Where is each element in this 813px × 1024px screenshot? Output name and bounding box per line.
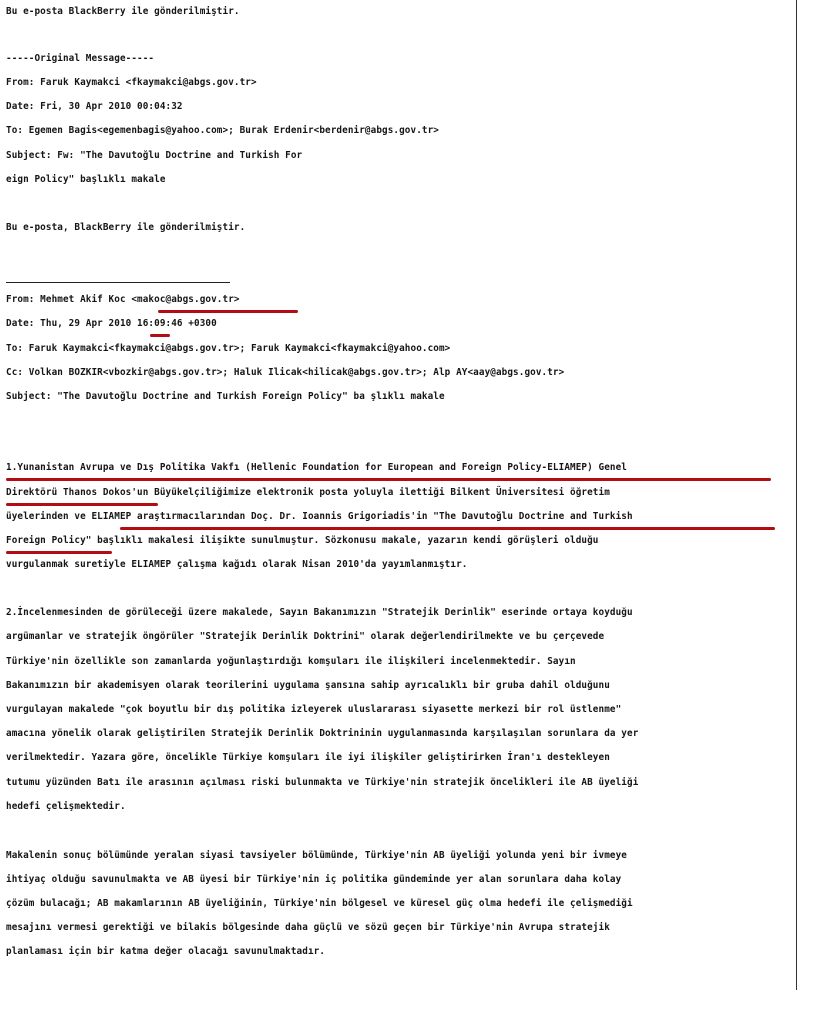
msg1-date: Date: Fri, 30 Apr 2010 00:04:32: [6, 101, 183, 112]
para2-line: verilmektedir. Yazara göre, öncelikle Türkiye komşuları ile iyi ilişkiler geliştirirken İran'ı destekleyen: [6, 752, 610, 763]
underline-para1-line1: [6, 478, 771, 481]
para2-line: Bakanımızın bir akademisyen olarak teorilerini uygulama şansına sahip ayrıcalıklı bir gruba dahil olduğunu: [6, 680, 610, 691]
underline-date-time: [150, 334, 170, 337]
para3-line: planlaması için bir katma değer olacağı savunulmaktadır.: [6, 946, 326, 957]
msg1-to: To: Egemen Bagis<egemenbagis@yahoo.com>; Burak Erdenir<berdenir@abgs.gov.tr>: [6, 125, 439, 136]
underline-para1-line4: [6, 551, 112, 554]
para3-line: çözüm bulacağı; AB makamlarının AB üyeliğinin, Türkiye'nin bölgesel ve küresel güç olma hedefi ile çelişmediği: [6, 898, 633, 909]
para2-line: hedefi çelişmektedir.: [6, 801, 126, 812]
msg1-subject-line1: Subject: Fw: "The Davutoğlu Doctrine and Turkish For: [6, 150, 303, 161]
original-message-separator: -----Original Message-----: [6, 53, 155, 64]
msg2-to: To: Faruk Kaymakci<fkaymakci@abgs.gov.tr>; Faruk Kaymakci<fkaymakci@yahoo.com>: [6, 343, 451, 354]
msg1-subject-line2: eign Policy" başlıklı makale: [6, 174, 166, 185]
para2-line: 2.İncelenmesinden de görüleceği üzere makalede, Sayın Bakanımızın "Stratejik Derinlik" eserinde ortaya koyduğu: [6, 607, 633, 618]
para1-line: 1.Yunanistan Avrupa ve Dış Politika Vakfı (Hellenic Foundation for European and Foreign Policy-ELIAMEP) Genel: [6, 462, 627, 473]
underline-para1-line3: [120, 527, 775, 530]
para3-line: mesajını vermesi gerektiği ve bilakis bölgesinde daha güçlü ve sözü geçen bir Türkiye'nin Avrupa stratejik: [6, 922, 610, 933]
msg2-from: From: Mehmet Akif Koc <makoc@abgs.gov.tr>: [6, 294, 240, 305]
underline-para1-line2: [6, 503, 158, 506]
msg2-cc: Cc: Volkan BOZKIR<vbozkir@abgs.gov.tr>; Haluk Ilicak<hilicak@abgs.gov.tr>; Alp AY<aay@abgs.gov.tr>: [6, 367, 565, 378]
para1-line: üyelerinden ve ELIAMEP araştırmacılarından Doç. Dr. Ioannis Grigoriadis'in "The Davutoğlu Doctrine and Turkish: [6, 511, 633, 522]
para1-line: Direktörü Thanos Dokos'un Büyükelçiliğimize elektronik posta yoluyla ilettiği Bilkent Üniversitesi öğretim: [6, 487, 610, 498]
para3-line: ihtiyaç olduğu savunulmakta ve AB üyesi bir Türkiye'nin iç politika gündeminde yer alan sorunlara daha kolay: [6, 874, 622, 885]
msg2-subject: Subject: "The Davutoğlu Doctrine and Turkish Foreign Policy" ba şlıklı makale: [6, 391, 445, 402]
page-right-edge: [796, 0, 797, 990]
para3-line: Makalenin sonuç bölümünde yeralan siyasi tavsiyeler bölümünde, Türkiye'nin AB üyeliği yolunda yeni bir ivmeye: [6, 850, 627, 861]
reply-divider: [6, 282, 230, 283]
para2-line: Türkiye'nin özellikle son zamanlarda yoğunlaştırdığı komşuları ile ilişkileri incelenmektedir. Sayın: [6, 656, 576, 667]
underline-sender-email: [158, 310, 298, 313]
blackberry-signature-1: Bu e-posta BlackBerry ile gönderilmiştir.: [6, 6, 240, 17]
para1-line: vurgulanmak suretiyle ELIAMEP çalışma kağıdı olarak Nisan 2010'da yayımlanmıştır.: [6, 559, 468, 570]
para2-line: amacına yönelik olarak geliştirilen Stratejik Derinlik Doktrininin uygulanmasında karşılaşılan sorunlara da yer: [6, 728, 639, 739]
msg1-from: From: Faruk Kaymakci <fkaymakci@abgs.gov.tr>: [6, 77, 257, 88]
msg2-date: Date: Thu, 29 Apr 2010 16:09:46 +0300: [6, 318, 217, 329]
para2-line: tutumu yüzünden Batı ile arasının açılması riski bulunmakta ve Türkiye'nin stratejik öncelikleri ile AB üyeliği: [6, 777, 639, 788]
blackberry-signature-2: Bu e-posta, BlackBerry ile gönderilmiştir.: [6, 222, 246, 233]
para1-line: Foreign Policy" başlıklı makalesi ilişikte sunulmuştur. Sözkonusu makale, yazarın kendi görüşleri olduğu: [6, 535, 599, 546]
para2-line: vurgulayan makalede "çok boyutlu bir dış politika izleyerek uluslararası siyasette merkezi bir rol üstlenme": [6, 704, 622, 715]
para2-line: argümanlar ve stratejik öngörüler "Stratejik Derinlik Doktrini" olarak değerlendirilmekte ve bu çerçevede: [6, 631, 605, 642]
